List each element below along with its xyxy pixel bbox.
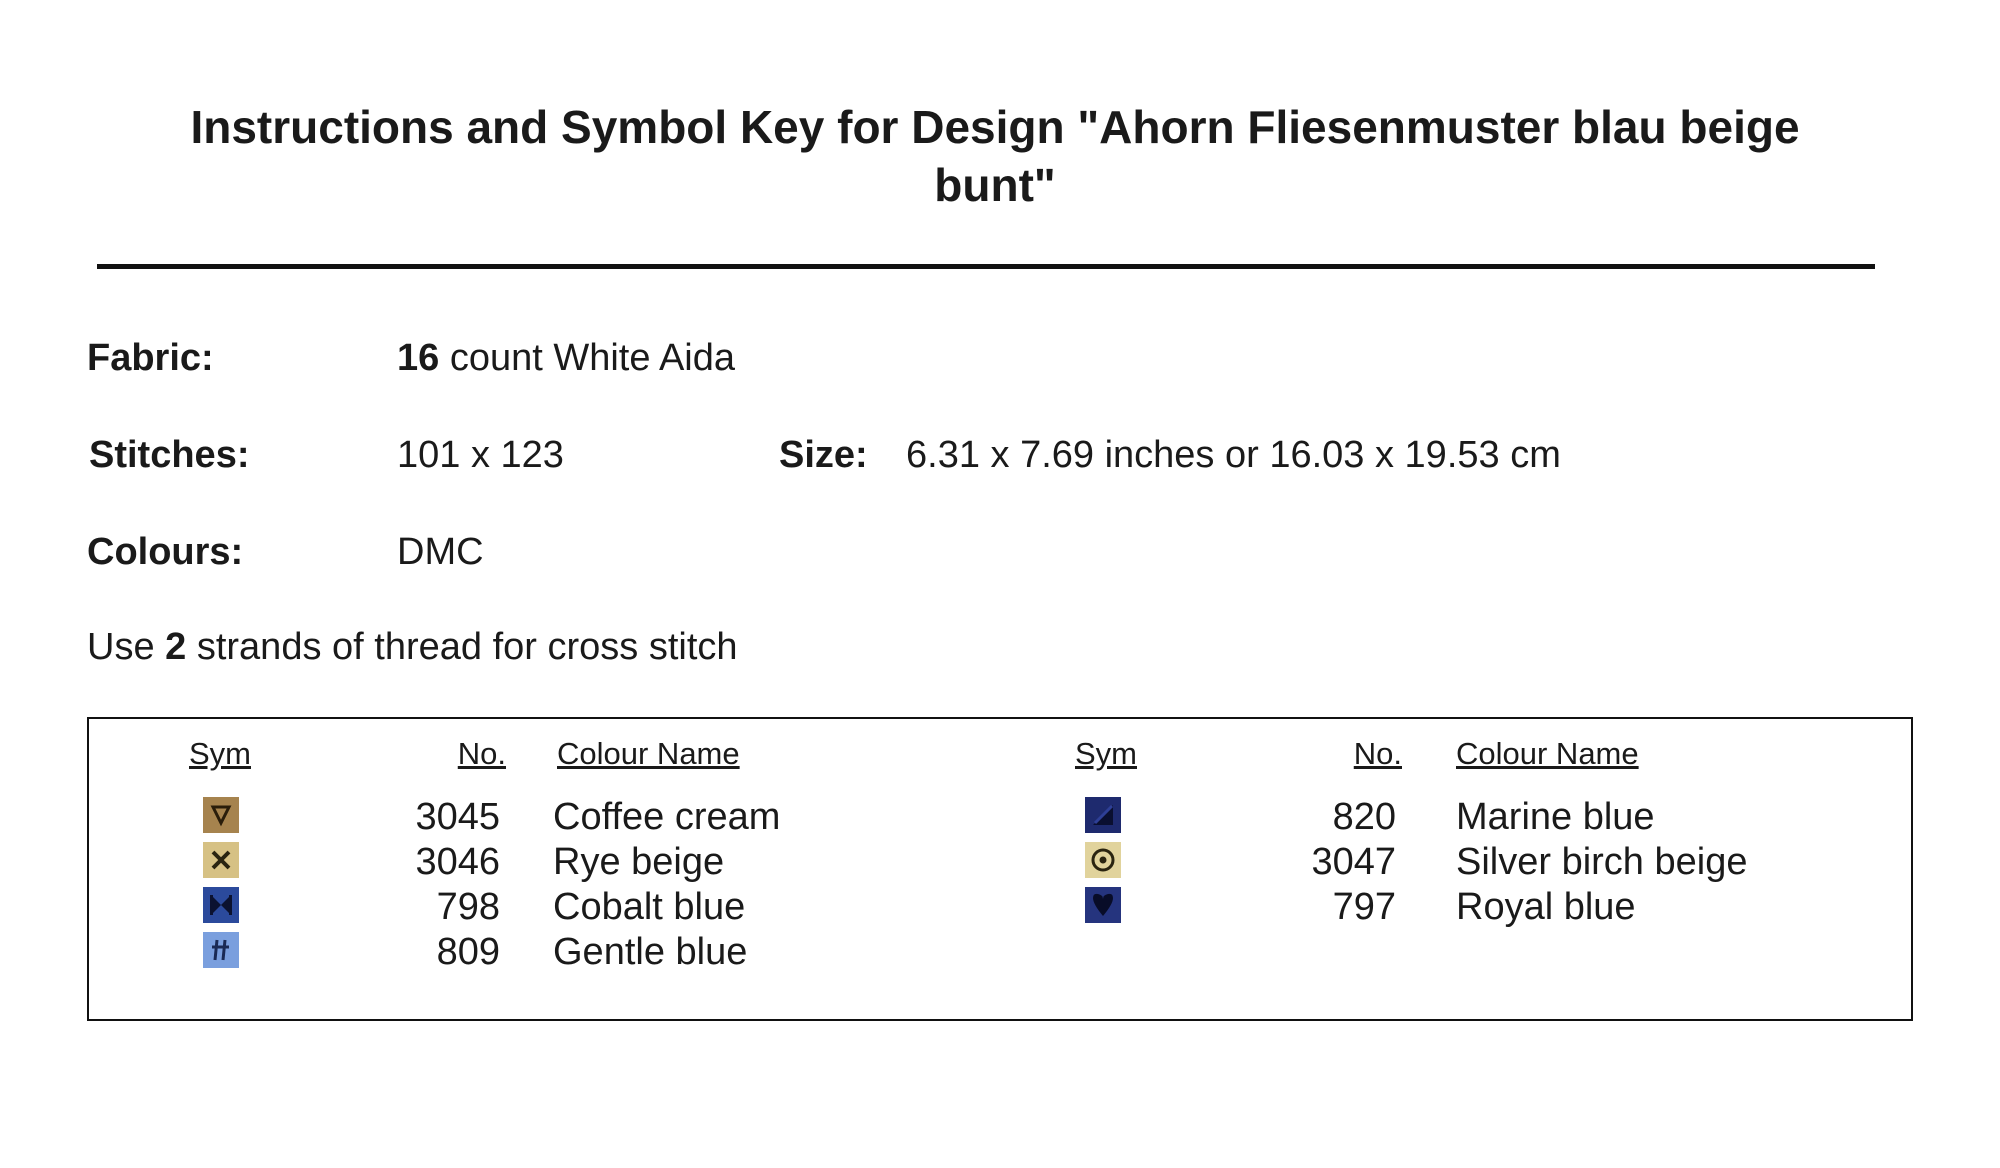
colour-name: Rye beige [553, 841, 725, 883]
strands-instruction [87, 625, 738, 669]
header-sym-left: Sym [189, 736, 251, 771]
size-value: 6.31 x 7.69 inches or 16.03 x 19.53 cm [906, 434, 1561, 476]
stitches-label: Stitches: [89, 434, 250, 476]
header-sym-right: Sym [1075, 736, 1137, 771]
title-line-1: Instructions and Symbol Key for Design "Ahorn Fliesenmuster blau beige [190, 101, 1800, 153]
colour-number: 820 [1332, 796, 1396, 838]
header-colour-name-right: Colour Name [1456, 736, 1639, 771]
header-colour-name-left: Colour Name [557, 736, 740, 771]
colour-name: Royal blue [1456, 886, 1636, 928]
triangle-down-icon [203, 797, 239, 833]
fabric-description: count White Aida [439, 337, 736, 379]
colour-name: Coffee cream [553, 796, 781, 838]
colour-number: 809 [436, 931, 500, 973]
colour-number: 797 [1332, 886, 1396, 928]
colour-number: 3046 [415, 841, 500, 883]
header-no-right: No. [1353, 736, 1402, 771]
stitches-value: 101 x 123 [397, 434, 564, 476]
colour-name: Marine blue [1456, 796, 1655, 838]
colour-name: Cobalt blue [553, 886, 746, 928]
fabric-label: Fabric: [87, 337, 214, 379]
title-divider [97, 264, 1875, 269]
heart-down-icon [1085, 887, 1121, 923]
colour-number: 3047 [1311, 841, 1396, 883]
colour-number: 3045 [415, 796, 500, 838]
strands-suffix: strands of thread for cross stitch [186, 626, 738, 668]
hash-icon [203, 932, 239, 968]
header-no-left: No. [457, 736, 506, 771]
bowtie-icon [203, 887, 239, 923]
size-label: Size: [779, 434, 868, 476]
colour-name: Silver birch beige [1456, 841, 1748, 883]
colours-label: Colours: [87, 531, 244, 573]
page-title [100, 98, 1890, 214]
strands-count: 2 [165, 626, 187, 668]
colour-number: 798 [436, 886, 500, 928]
fabric-value [397, 336, 735, 380]
dot-circle-icon [1085, 842, 1121, 878]
strands-prefix: Use [87, 626, 166, 668]
fabric-count: 16 [397, 337, 440, 379]
colour-name: Gentle blue [553, 931, 748, 973]
title-line-2: bunt" [934, 159, 1056, 211]
cross-icon [203, 842, 239, 878]
slash-icon [1085, 797, 1121, 833]
colours-value: DMC [397, 531, 484, 573]
